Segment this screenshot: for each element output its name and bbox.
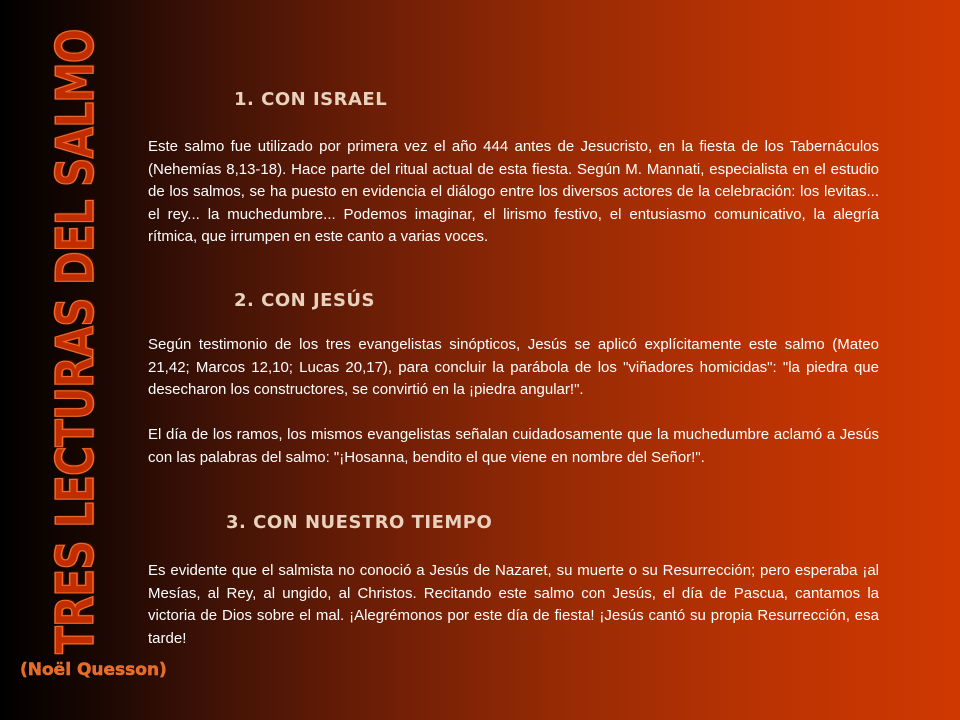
- vertical-slide-title: [41, 29, 111, 655]
- section-text-jesus-2: El día de los ramos, los mismos evangelistas señalan cuidadosamente que la muchedumbre aclamó a Jesús con las palabras del salmo: "¡Hosanna, bendito el que viene en nombre del Señor!".: [148, 426, 879, 466]
- section-heading-israel: 1. CON ISRAEL: [234, 89, 388, 110]
- section-heading-jesus: 2. CON JESÚS: [234, 290, 376, 311]
- section-text-nuestro-tiempo: Es evidente que el salmista no conoció a Jesús de Nazaret, su muerte o su Resurrección; pero esperaba ¡al Mesías, al Rey, al ungido, al Christos. Recitando este salmo con Jesús, el día de Pascua, cantamos la victoria de Dios sobre el mal. ¡Alegrémonos por este día de fiesta! ¡Jesús cantó su propia Resurrección, esa tarde!: [148, 562, 879, 647]
- section-text-jesus-1: Según testimonio de los tres evangelistas sinópticos, Jesús se aplicó explícitamente este salmo (Mateo 21,42; Marcos 12,10; Lucas 20,17), para concluir la parábola de los "viñadores homicidas": "la piedra que desecharon los constructores, se convirtió en la ¡piedra angular!".: [148, 336, 879, 399]
- section-text-israel: Este salmo fue utilizado por primera vez el año 444 antes de Jesucristo, en la fiesta de los Tabernáculos (Nehemías 8,13-18). Hace parte del ritual actual de esta fiesta. Según M. Mannati, especialista en el estudio de los salmos, se ha puesto en evidencia el diálogo entre los diversos actores de la celebración: los levitas... el rey... la muchedumbre... Podemos imaginar, el lirismo festivo, el entusiasmo comunicativo, la alegría rítmica, que irrumpen en este canto a varias voces.: [148, 138, 879, 246]
- author-credit: (Noël Quesson): [20, 660, 167, 680]
- section-heading-nuestro-tiempo: 3. CON NUESTRO TIEMPO: [226, 512, 493, 533]
- vertical-slide-title-text: TRES LECTURAS DEL SALMO: [46, 29, 106, 655]
